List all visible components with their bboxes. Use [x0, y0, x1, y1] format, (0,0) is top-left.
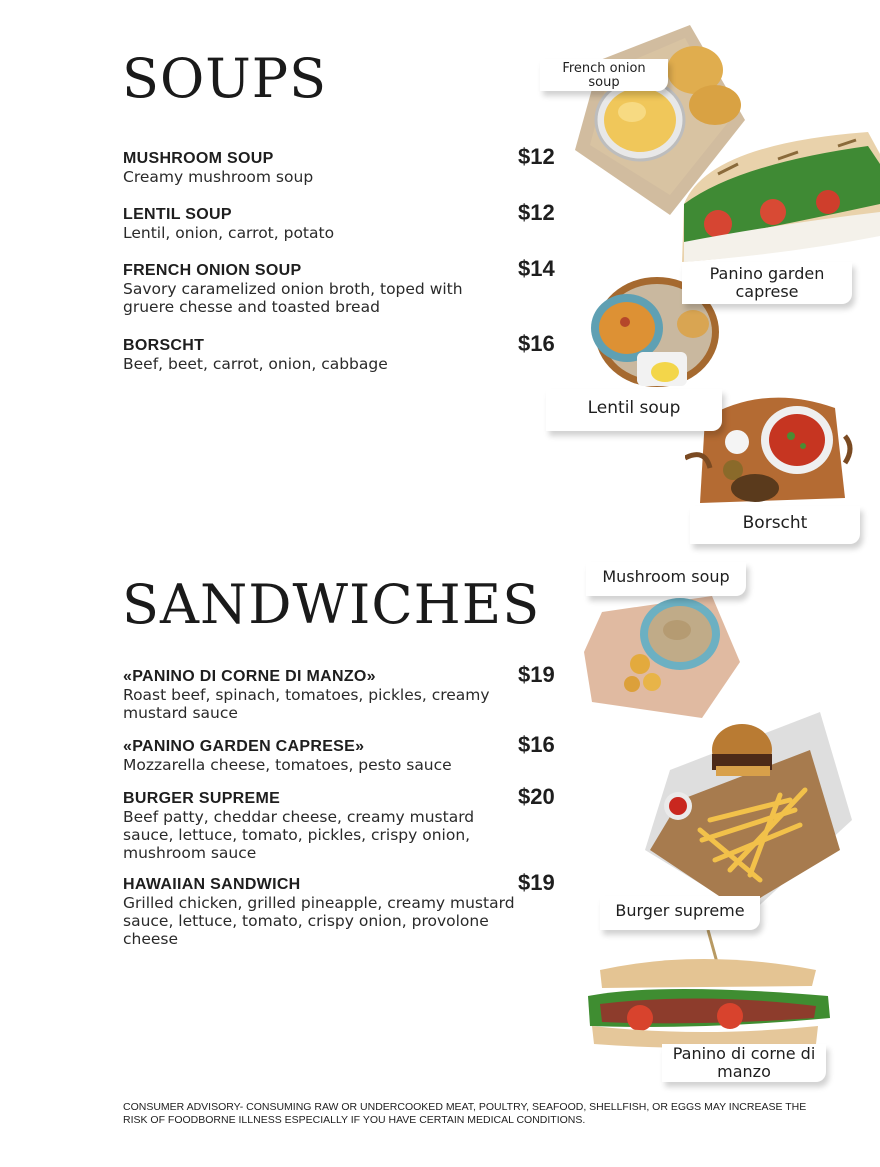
sandwiches-title: SANDWICHES: [122, 573, 541, 636]
menu-item-mushroom-soup: [123, 144, 563, 186]
item-description: Lentil, onion, carrot, potato: [123, 224, 335, 242]
item-description: Mozzarella cheese, tomatoes, pesto sauce: [123, 756, 452, 774]
menu-item-lentil-soup: [123, 200, 563, 242]
item-price: $19: [518, 870, 555, 895]
menu-item-borscht: [123, 331, 563, 373]
menu-item-hawaiian-sandwich: [123, 870, 563, 948]
item-name: «PANINO DI CORNE DI MANZO»: [123, 668, 376, 685]
item-description: Creamy mushroom soup: [123, 168, 314, 186]
item-description: Beef, beet, carrot, onion, cabbage: [123, 355, 388, 373]
menu-item-burger-supreme: [123, 784, 563, 862]
item-description: Savory caramelized onion broth, toped with gruere chesse and toasted bread: [123, 280, 463, 316]
panino-manzo-photo: [580, 926, 832, 1050]
item-price: $14: [518, 256, 555, 281]
menu-item-panino-manzo: [123, 662, 563, 722]
item-price: $19: [518, 662, 555, 687]
menu-item-panino-caprese: [123, 732, 563, 774]
item-name: BURGER SUPREME: [123, 790, 281, 807]
item-price: $12: [518, 144, 555, 169]
photo-label-panino-caprese: Panino garden caprese: [682, 262, 852, 304]
photo-label-french-onion-soup: French onion soup: [540, 59, 668, 91]
mushroom-soup-photo: [582, 592, 742, 722]
item-name: LENTIL SOUP: [123, 206, 232, 223]
panino-caprese-photo: [678, 124, 880, 264]
item-name: HAWAIIAN SANDWICH: [123, 876, 301, 893]
item-name: BORSCHT: [123, 337, 205, 354]
burger-supreme-photo: [640, 710, 855, 915]
item-price: $12: [518, 200, 555, 225]
item-description: Grilled chicken, grilled pineapple, creamy mustard sauce, lettuce, tomato, crispy onion, provolone cheese: [123, 894, 515, 948]
item-price: $16: [518, 732, 555, 757]
photo-label-burger-supreme: Burger supreme: [600, 896, 760, 930]
photo-label-lentil-soup: Lentil soup: [546, 389, 722, 431]
photo-label-borscht: Borscht: [690, 506, 860, 544]
item-name: «PANINO GARDEN CAPRESE»: [123, 738, 365, 755]
soups-title: SOUPS: [122, 47, 328, 110]
item-name: FRENCH ONION SOUP: [123, 262, 302, 279]
consumer-advisory: CONSUMER ADVISORY- CONSUMING RAW OR UNDERCOOKED MEAT, POULTRY, SEAFOOD, SHELLFISH, OR EGGS MAY INCREASE THE RISK OF FOODBORNE ILLNESS ESPECIALLY IF YOU HAVE CERTAIN MEDICAL CONDITIONS.: [123, 1101, 807, 1126]
menu-item-french-onion-soup: [123, 256, 563, 316]
item-name: MUSHROOM SOUP: [123, 150, 274, 167]
photo-label-panino-manzo: Panino di corne di manzo: [662, 1044, 826, 1082]
item-price: $16: [518, 331, 555, 356]
photo-label-mushroom-soup: Mushroom soup: [586, 562, 746, 596]
item-price: $20: [518, 784, 555, 809]
item-description: Roast beef, spinach, tomatoes, pickles, creamy mustard sauce: [123, 686, 490, 722]
item-description: Beef patty, cheddar cheese, creamy mustard sauce, lettuce, tomato, pickles, crispy onion, mushroom sauce: [123, 808, 475, 862]
